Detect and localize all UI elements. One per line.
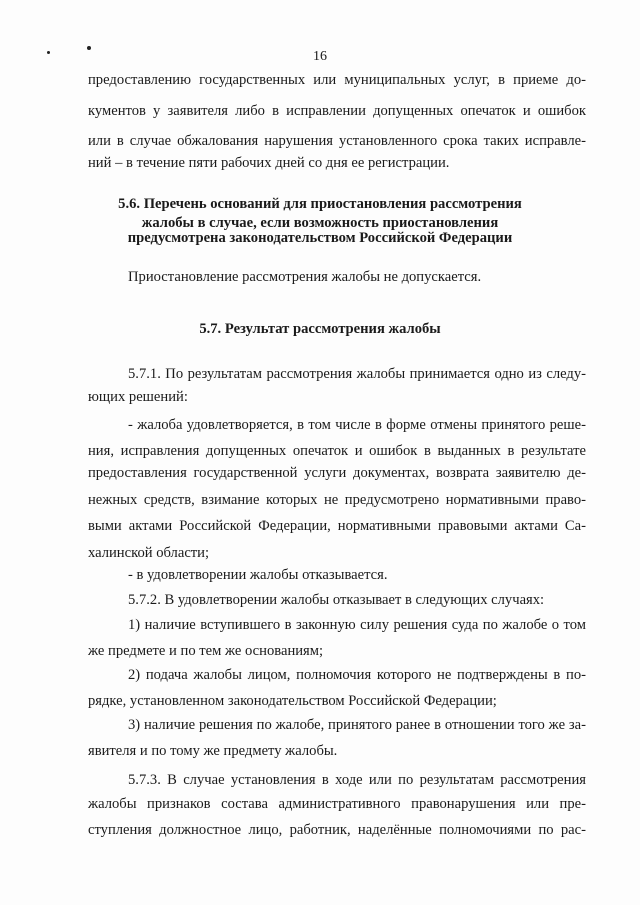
section-heading: 5.6. Перечень оснований для приостановления рассмотрения xyxy=(118,196,522,212)
section-heading: жалобы в случае, если возможность приостановления xyxy=(141,215,499,231)
text-line: 5.7.3. В случае установления в ходе или по результатам рассмотрения xyxy=(128,772,586,788)
text-line: - жалоба удовлетворяется, в том числе в форме отмены принятого реше- xyxy=(128,417,586,433)
page-number: 16 xyxy=(313,49,327,64)
text-line: жалобы признаков состава административного правонарушения или пре- xyxy=(88,796,586,812)
text-line: халинской области; xyxy=(88,545,210,561)
list-item: 2) подача жалобы лицом, полномочия которого не подтверждены в по- xyxy=(128,667,586,683)
list-item: 3) наличие решения по жалобе, принятого ранее в отношении того же за- xyxy=(128,717,586,733)
text-line: выми актами Российской Федерации, нормативными правовыми актами Са- xyxy=(88,518,586,534)
section-heading: 5.7. Результат рассмотрения жалобы xyxy=(199,321,441,337)
text-line: кументов у заявителя либо в исправлении допущенных опечаток и ошибок xyxy=(88,103,586,119)
text-line: предоставления государственной услуги документах, возврата заявителю де- xyxy=(88,465,586,481)
section-heading: предусмотрена законодательством Российской Федерации xyxy=(127,230,513,246)
text-line: ступления должностное лицо, работник, наделённые полномочиями по рас- xyxy=(88,822,586,838)
text-line: же предмете и по тем же основаниям; xyxy=(88,643,324,659)
paragraph: Приостановление рассмотрения жалобы не допускается. xyxy=(128,269,482,285)
text-line: или в случае обжалования нарушения установленного срока таких исправле- xyxy=(88,133,586,149)
text-line: ющих решений: xyxy=(88,389,188,405)
text-line: рядке, установленном законодательством Российской Федерации; xyxy=(88,693,497,709)
text-line: предоставлению государственных или муниципальных услуг, в приеме до- xyxy=(88,72,586,88)
text-line: 5.7.2. В удовлетворении жалобы отказывает в следующих случаях: xyxy=(128,592,545,608)
text-line: нежных средств, взимание которых не предусмотрено нормативными право- xyxy=(88,492,586,508)
list-item: - в удовлетворении жалобы отказывается. xyxy=(128,567,388,583)
text-line: явителя и по тому же предмету жалобы. xyxy=(88,743,338,759)
list-item: 1) наличие вступившего в законную силу решения суда по жалобе о том xyxy=(128,617,586,633)
text-line: ния, исправления допущенных опечаток и ошибок в выданных в результате xyxy=(88,443,586,459)
text-line: 5.7.1. По результатам рассмотрения жалобы принимается одно из следу- xyxy=(128,366,586,382)
text-line: ний – в течение пяти рабочих дней со дня ее регистрации. xyxy=(88,155,450,171)
